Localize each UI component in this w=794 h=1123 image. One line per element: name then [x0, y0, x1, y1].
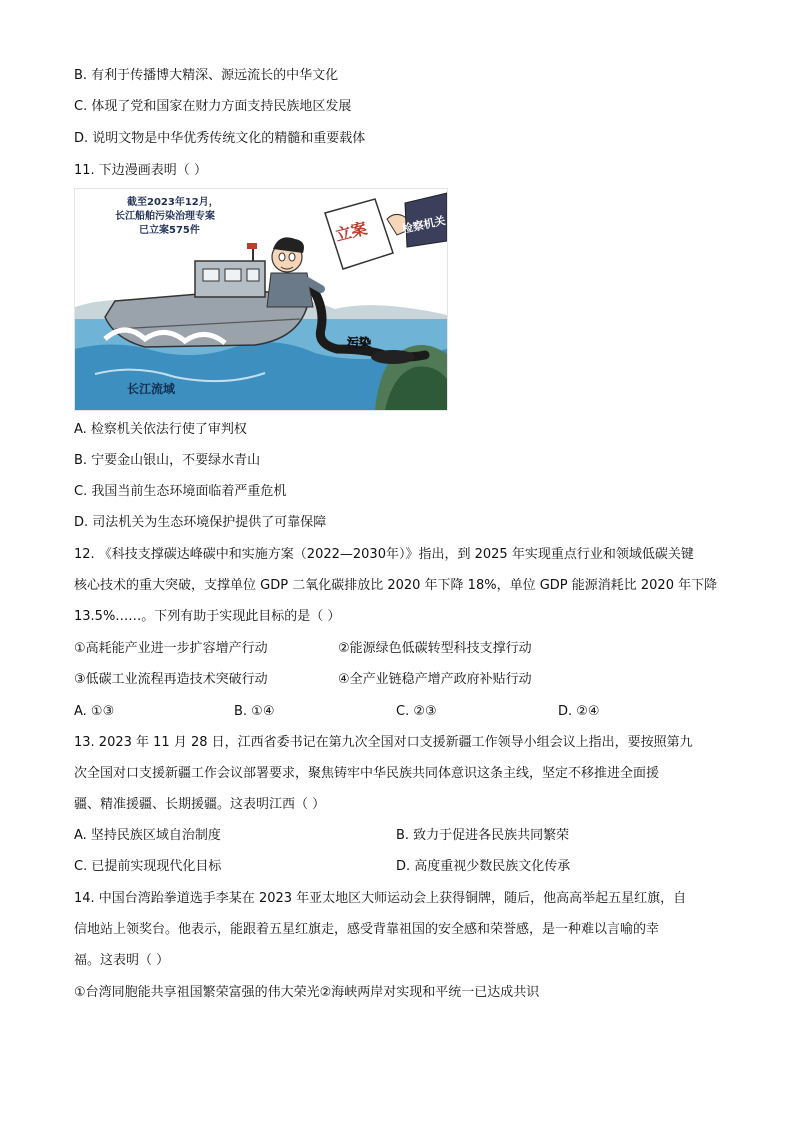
- q11-stem: 11. 下边漫画表明（ ）: [74, 163, 207, 178]
- q10-option-b: B. 有利于传播博大精深、源远流长的中华文化: [74, 68, 339, 83]
- q13-option-a: A. 坚持民族区域自治制度: [74, 828, 221, 843]
- cartoon-caption-line3: 已立案575件: [139, 225, 200, 236]
- q13-stem-line1: 13. 2023 年 11 月 28 日，江西省委书记在第九次全国对口支援新疆工作领导小组会议上指出，要按照第九: [74, 735, 693, 750]
- q11-option-b: B. 宁要金山银山，不要绿水青山: [74, 453, 261, 468]
- q11-option-a: A. 检察机关依法行使了审判权: [74, 422, 247, 437]
- q14-stem-line3: 福。这表明（ ）: [74, 953, 170, 968]
- q12-item-1: ①高耗能产业进一步扩容增产行动: [74, 641, 268, 656]
- q10-option-c: C. 体现了党和国家在财力方面支持民族地区发展: [74, 99, 352, 114]
- q13-option-b: B. 致力于促进各民族共同繁荣: [396, 828, 570, 843]
- q13-option-d: D. 高度重视少数民族文化传承: [396, 859, 571, 874]
- q14-stem-line1: 14. 中国台湾跆拳道选手李某在 2023 年亚太地区大师运动会上获得铜牌，随后，他高高举起五星红旗，自: [74, 891, 687, 906]
- agency-label: 检察机关: [400, 214, 447, 236]
- q12-item-4: ④全产业链稳产增产政府补贴行动: [338, 672, 532, 687]
- q12-stem-line3: 13.5%……。下列有助于实现此目标的是（ ）: [74, 609, 341, 624]
- q13-option-c: C. 已提前实现现代化目标: [74, 859, 222, 874]
- q12-stem-line1: 12. 《科技支撑碳达峰碳中和实施方案（2022—2030年）》指出，到 2025 年实现重点行业和领域低碳关键: [74, 547, 694, 562]
- q13-stem-line3: 疆、精准援疆、长期援疆。这表明江西（ ）: [74, 797, 326, 812]
- q12-item-3: ③低碳工业流程再造技术突破行动: [74, 672, 268, 687]
- q10-option-d: D. 说明文物是中华优秀传统文化的精髓和重要载体: [74, 131, 366, 146]
- q11-option-c: C. 我国当前生态环境面临着严重危机: [74, 484, 287, 499]
- q14-items: ①台湾同胞能共享祖国繁荣富强的伟大荣光②海峡两岸对实现和平统一已达成共识: [74, 985, 540, 1000]
- q12-option-d: D. ②④: [558, 704, 600, 719]
- q12-stem-line2: 核心技术的重大突破，支撑单位 GDP 二氧化碳排放比 2020 年下降 18%，单位 GDP 能源消耗比 2020 年下降: [74, 578, 718, 593]
- q11-cartoon: [74, 188, 448, 411]
- q11-option-d: D. 司法机关为生态环境保护提供了可靠保障: [74, 515, 327, 530]
- document-label: 立案: [333, 218, 370, 245]
- q12-item-2: ②能源绿色低碳转型科技支撑行动: [338, 641, 532, 656]
- cartoon-caption-line2: 长江船舶污染治理专案: [115, 211, 215, 222]
- q13-stem-line2: 次全国对口支援新疆工作会议部署要求，聚焦铸牢中华民族共同体意识这条主线，坚定不移推进全面援: [74, 766, 660, 781]
- river-label: 长江流域: [127, 382, 176, 396]
- q12-option-b: B. ①④: [234, 704, 275, 719]
- q14-stem-line2: 信地站上领奖台。他表示，能跟着五星红旗走，感受背靠祖国的安全感和荣誉感，是一种难以言喻的幸: [74, 922, 660, 937]
- cartoon-caption-line1: 截至2023年12月，: [127, 197, 219, 208]
- q12-option-c: C. ②③: [396, 704, 437, 719]
- pollution-label: 污染: [347, 336, 372, 350]
- q12-option-a: A. ①③: [74, 704, 115, 719]
